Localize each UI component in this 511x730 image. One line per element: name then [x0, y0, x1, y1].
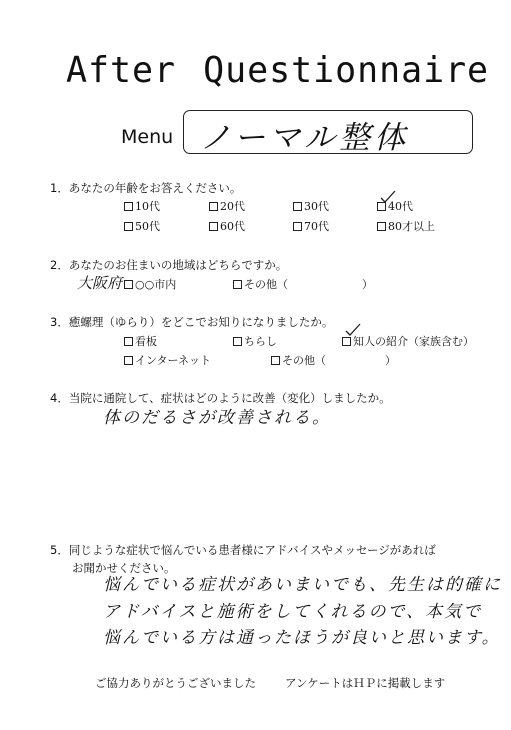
question-2: 2．あなたのお住まいの地域はどちらですか。	[50, 258, 288, 272]
checkbox-icon[interactable]	[209, 202, 218, 211]
checkbox-icon[interactable]	[124, 222, 133, 231]
checkbox-icon[interactable]	[233, 337, 242, 346]
option-region-other[interactable]: その他（	[233, 276, 288, 292]
option-source-signboard[interactable]: 看板	[124, 333, 157, 349]
answer-message-line3: 悩んでいる方は通ったほうが良いと思います。	[103, 628, 501, 648]
option-age-70s[interactable]: 70代	[293, 218, 329, 234]
option-age-60s[interactable]: 60代	[209, 218, 245, 234]
option-age-10s[interactable]: 10代	[124, 198, 160, 214]
checkbox-icon[interactable]	[377, 222, 386, 231]
checkmark-icon	[380, 190, 396, 204]
question-4: 4．当院に通院して、症状はどのように改善（変化）しましたか。	[50, 391, 391, 405]
checkbox-icon[interactable]	[209, 222, 218, 231]
option-source-internet[interactable]: インターネット	[124, 352, 211, 368]
question-5: 5．同じような症状で悩んでいる患者様にアドバイスやメッセージがあれば	[50, 543, 436, 557]
checkbox-icon[interactable]	[124, 202, 133, 211]
option-source-flyer[interactable]: ちらし	[233, 333, 277, 349]
option-region-city[interactable]: ○○市内	[124, 276, 176, 292]
option-age-40s[interactable]: 40代	[377, 198, 413, 214]
option-age-50s[interactable]: 50代	[124, 218, 160, 234]
menu-label: Menu	[121, 126, 174, 148]
page-title	[66, 50, 489, 91]
answer-region-handwritten: 大阪府	[77, 274, 123, 292]
question-5-line2: お聞かせください。	[72, 561, 176, 575]
answer-improvement-handwritten: 体のだるさが改善される。	[103, 408, 331, 428]
checkbox-icon[interactable]	[293, 202, 302, 211]
checkmark-icon	[345, 323, 361, 337]
checkbox-icon[interactable]	[124, 337, 133, 346]
option-age-30s[interactable]: 30代	[293, 198, 329, 214]
title-questionnaire: Questionnaire	[203, 50, 490, 91]
option-age-20s[interactable]: 20代	[209, 198, 245, 214]
checkbox-icon[interactable]	[233, 280, 242, 289]
menu-value: ノーマル整体	[200, 120, 410, 156]
question-3: 3．癒螺理（ゆらり）をどこでお知りになりましたか。	[50, 315, 334, 329]
option-region-other-close: ）	[362, 278, 373, 291]
answer-message-line2: アドバイスと施術をしてくれるので、本気で	[103, 602, 483, 622]
checkbox-icon[interactable]	[124, 356, 133, 365]
checkbox-icon[interactable]	[342, 337, 351, 346]
checkbox-icon[interactable]	[293, 222, 302, 231]
footer-thanks: ご協力ありがとうございました	[95, 676, 256, 690]
footer-publish-note: アンケートはＨＰに掲載します	[285, 676, 446, 690]
option-source-referral[interactable]: 知人の紹介（家族含む）	[342, 333, 474, 349]
checkbox-icon[interactable]	[271, 356, 280, 365]
title-after: After	[66, 50, 176, 91]
option-age-80plus[interactable]: 80才以上	[377, 218, 435, 234]
checkbox-icon[interactable]	[124, 280, 133, 289]
answer-message-line1: 悩んでいる症状があいまいでも、先生は的確に	[103, 575, 502, 595]
option-source-other-close: ）	[385, 354, 396, 367]
question-1: 1．あなたの年齢をお答えください。	[50, 181, 242, 195]
option-source-other[interactable]: その他（	[271, 352, 326, 368]
